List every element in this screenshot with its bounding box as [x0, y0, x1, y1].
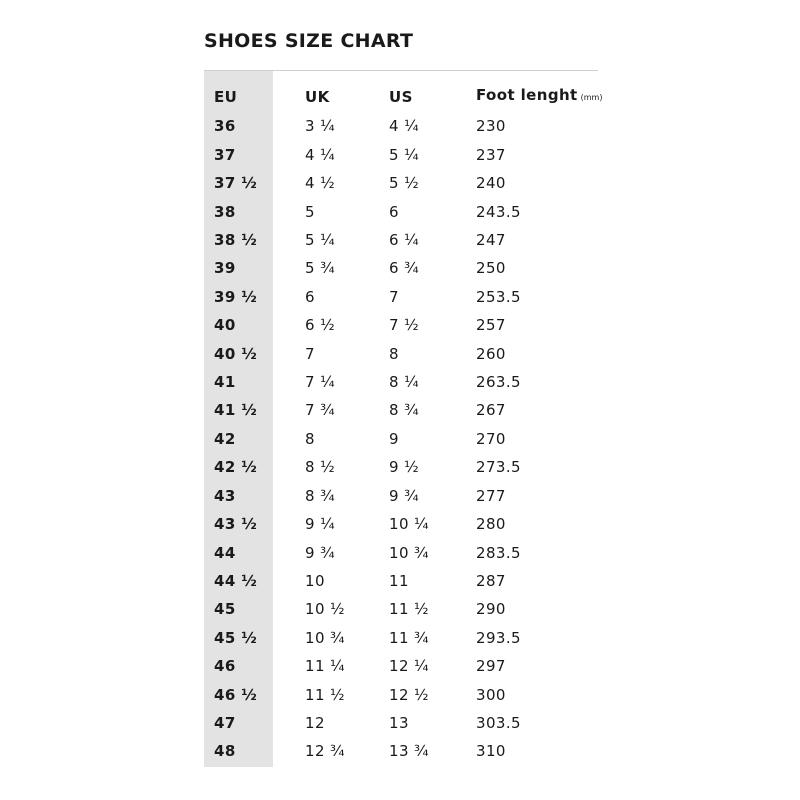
cell-eu: 43 ½ — [214, 515, 258, 534]
table-row — [204, 311, 624, 339]
cell-uk: 5 — [305, 202, 315, 221]
cell-uk: 5 ¼ — [305, 231, 336, 250]
cell-uk: 8 ¾ — [305, 486, 336, 505]
cell-uk: 3 ¼ — [305, 117, 336, 136]
cell-uk: 11 ½ — [305, 685, 345, 704]
cell-foot-length: 290 — [476, 600, 506, 619]
table-row — [204, 141, 624, 169]
cell-us: 5 ½ — [389, 174, 420, 193]
cell-uk: 12 ¾ — [305, 742, 345, 761]
table-row — [204, 368, 624, 396]
cell-foot-length: 287 — [476, 571, 506, 590]
size-table — [204, 81, 624, 766]
cell-uk: 10 ¾ — [305, 628, 345, 647]
table-row — [204, 681, 624, 709]
cell-uk: 11 ¼ — [305, 657, 345, 676]
table-row — [204, 112, 624, 140]
cell-uk: 7 ¾ — [305, 401, 336, 420]
cell-us: 11 ½ — [389, 600, 429, 619]
cell-foot-length: 310 — [476, 742, 506, 761]
cell-uk: 4 ½ — [305, 174, 336, 193]
table-row — [204, 254, 624, 282]
cell-uk: 4 ¼ — [305, 145, 336, 164]
cell-foot-length: 273.5 — [476, 458, 521, 477]
cell-eu: 43 — [214, 486, 236, 505]
header-foot-length — [476, 81, 624, 112]
cell-foot-length: 250 — [476, 259, 506, 278]
table-header-row — [204, 81, 624, 112]
table-body — [204, 112, 624, 765]
cell-us: 13 ¾ — [389, 742, 429, 761]
cell-eu: 42 ½ — [214, 458, 258, 477]
cell-uk: 10 ½ — [305, 600, 345, 619]
cell-eu: 38 — [214, 202, 236, 221]
cell-foot-length: 247 — [476, 231, 506, 250]
cell-foot-length: 267 — [476, 401, 506, 420]
table-row — [204, 340, 624, 368]
header-foot-label: Foot lenght — [476, 86, 578, 104]
table-row — [204, 453, 624, 481]
cell-eu: 46 ½ — [214, 685, 258, 704]
cell-us: 8 ¼ — [389, 373, 420, 392]
table-row — [204, 652, 624, 680]
table-row — [204, 425, 624, 453]
cell-foot-length: 263.5 — [476, 373, 521, 392]
table-row — [204, 709, 624, 737]
cell-foot-length: 240 — [476, 174, 506, 193]
cell-foot-length: 293.5 — [476, 628, 521, 647]
cell-us: 9 ¾ — [389, 486, 420, 505]
cell-uk: 6 — [305, 287, 315, 306]
table-row — [204, 396, 624, 424]
cell-us: 9 — [389, 429, 399, 448]
cell-foot-length: 300 — [476, 685, 506, 704]
cell-foot-length: 253.5 — [476, 287, 521, 306]
header-us: US — [389, 87, 413, 106]
table-row — [204, 624, 624, 652]
cell-eu: 42 — [214, 429, 236, 448]
cell-uk: 10 — [305, 571, 325, 590]
cell-us: 10 ¼ — [389, 515, 429, 534]
cell-us: 11 — [389, 571, 409, 590]
cell-eu: 37 — [214, 145, 236, 164]
cell-eu: 45 ½ — [214, 628, 258, 647]
table-row — [204, 539, 624, 567]
cell-uk: 7 ¼ — [305, 373, 336, 392]
cell-eu: 44 ½ — [214, 571, 258, 590]
cell-eu: 40 — [214, 316, 236, 335]
cell-us: 6 — [389, 202, 399, 221]
cell-foot-length: 257 — [476, 316, 506, 335]
cell-us: 10 ¾ — [389, 543, 429, 562]
cell-us: 7 — [389, 287, 399, 306]
cell-us: 7 ½ — [389, 316, 420, 335]
table-row — [204, 567, 624, 595]
cell-us: 11 ¾ — [389, 628, 429, 647]
header-eu: EU — [214, 87, 238, 106]
cell-foot-length: 230 — [476, 117, 506, 136]
table-row — [204, 737, 624, 765]
cell-foot-length: 297 — [476, 657, 506, 676]
table-row — [204, 226, 624, 254]
cell-us: 9 ½ — [389, 458, 420, 477]
cell-eu: 41 — [214, 373, 236, 392]
table-row — [204, 198, 624, 226]
cell-foot-length: 303.5 — [476, 713, 521, 732]
cell-foot-length: 283.5 — [476, 543, 521, 562]
cell-us: 12 ¼ — [389, 657, 429, 676]
cell-eu: 38 ½ — [214, 231, 258, 250]
cell-uk: 8 ½ — [305, 458, 336, 477]
page-title: SHOES SIZE CHART — [204, 30, 414, 52]
cell-eu: 37 ½ — [214, 174, 258, 193]
cell-us: 5 ¼ — [389, 145, 420, 164]
cell-uk: 6 ½ — [305, 316, 336, 335]
cell-foot-length: 270 — [476, 429, 506, 448]
cell-us: 8 — [389, 344, 399, 363]
table-row — [204, 283, 624, 311]
cell-foot-length: 260 — [476, 344, 506, 363]
cell-eu: 45 — [214, 600, 236, 619]
cell-uk: 9 ¾ — [305, 543, 336, 562]
cell-eu: 46 — [214, 657, 236, 676]
cell-foot-length: 280 — [476, 515, 506, 534]
table-row — [204, 595, 624, 623]
cell-foot-length: 243.5 — [476, 202, 521, 221]
cell-eu: 44 — [214, 543, 236, 562]
cell-eu: 40 ½ — [214, 344, 258, 363]
cell-uk: 9 ¼ — [305, 515, 336, 534]
cell-eu: 36 — [214, 117, 236, 136]
header-foot-unit: (mm) — [580, 93, 603, 102]
cell-us: 4 ¼ — [389, 117, 420, 136]
cell-eu: 39 — [214, 259, 236, 278]
cell-uk: 12 — [305, 713, 325, 732]
cell-us: 12 ½ — [389, 685, 429, 704]
cell-eu: 41 ½ — [214, 401, 258, 420]
cell-us: 13 — [389, 713, 409, 732]
table-row — [204, 169, 624, 197]
cell-us: 6 ¼ — [389, 231, 420, 250]
cell-eu: 47 — [214, 713, 236, 732]
table-row — [204, 510, 624, 538]
cell-us: 8 ¾ — [389, 401, 420, 420]
cell-eu: 48 — [214, 742, 236, 761]
cell-uk: 5 ¾ — [305, 259, 336, 278]
cell-foot-length: 277 — [476, 486, 506, 505]
cell-uk: 7 — [305, 344, 315, 363]
table-row — [204, 482, 624, 510]
cell-uk: 8 — [305, 429, 315, 448]
cell-eu: 39 ½ — [214, 287, 258, 306]
header-uk: UK — [305, 87, 330, 106]
cell-foot-length: 237 — [476, 145, 506, 164]
cell-us: 6 ¾ — [389, 259, 420, 278]
